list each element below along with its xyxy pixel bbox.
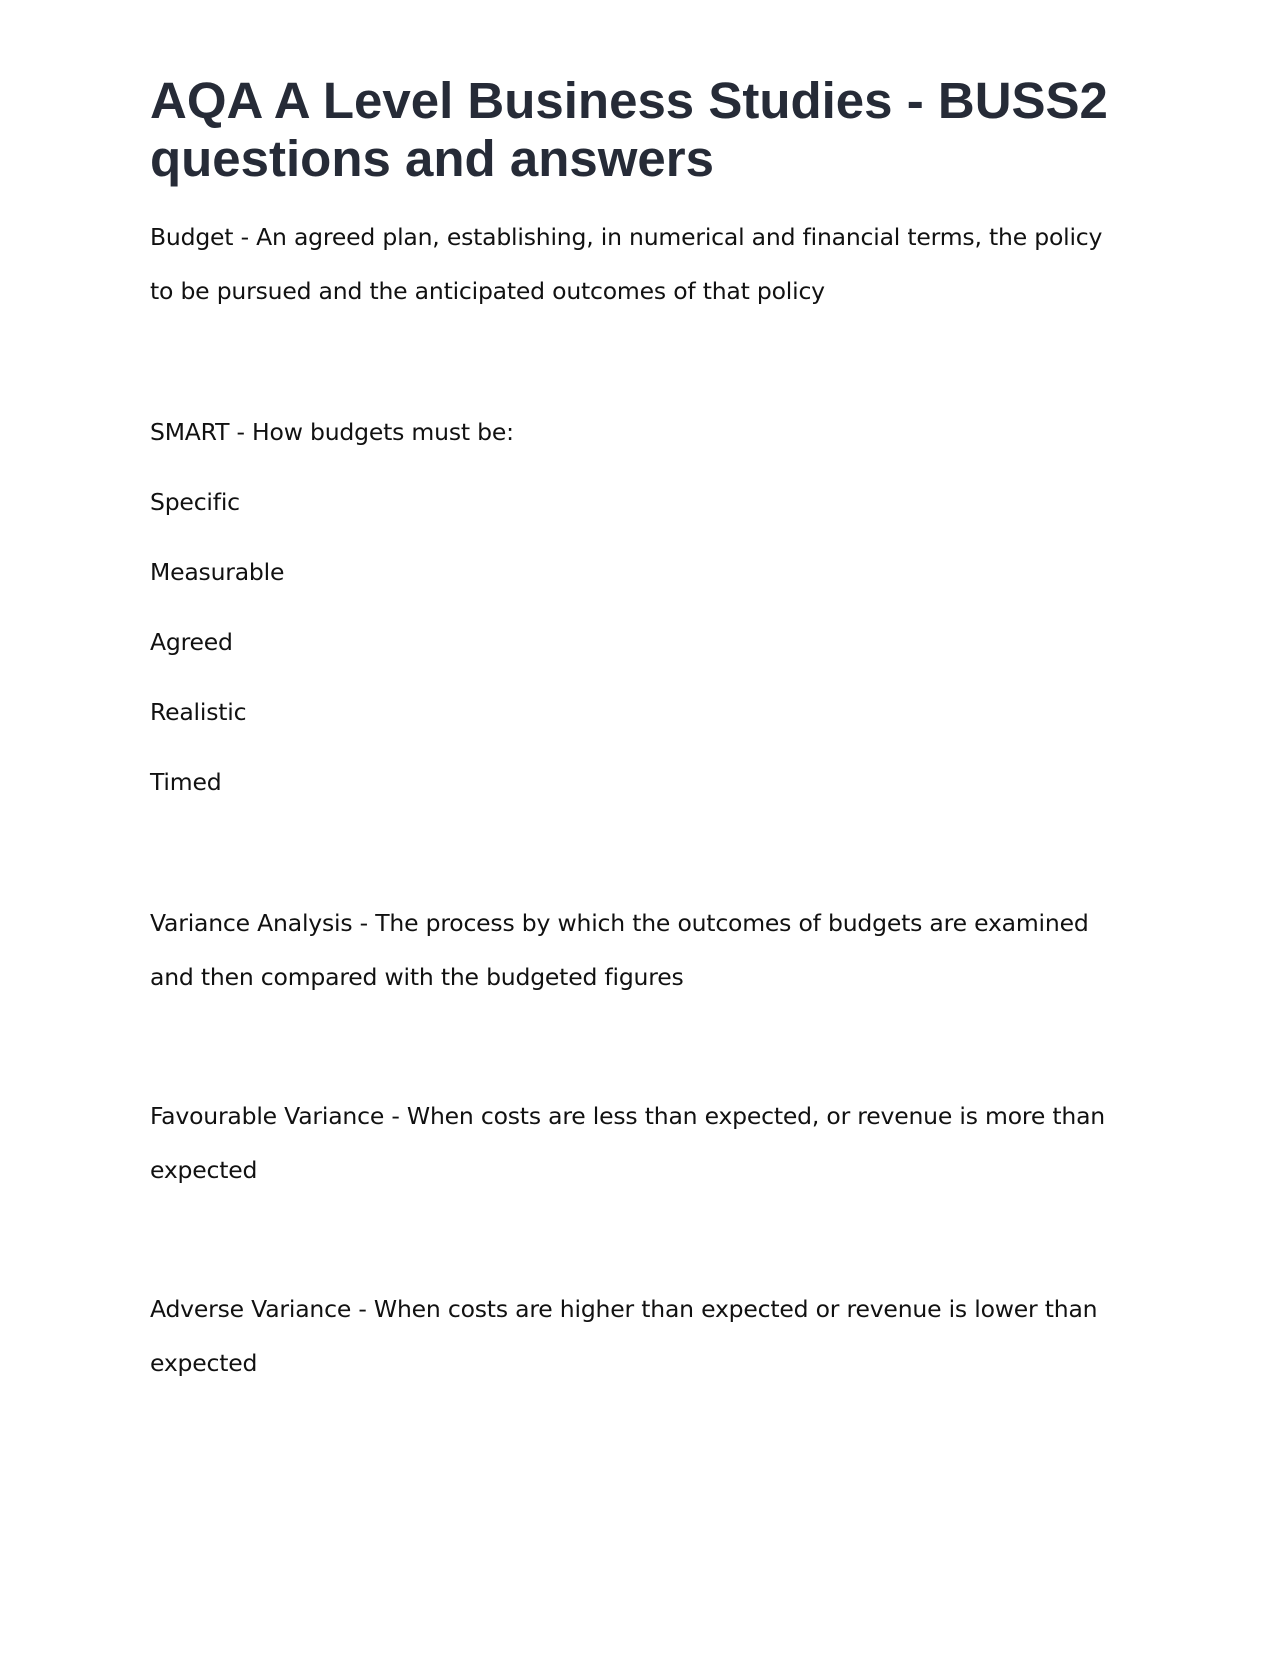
smart-item-specific: Specific	[150, 488, 240, 516]
smart-intro: SMART - How budgets must be:	[150, 418, 514, 446]
document-title: AQA A Level Business Studies - BUSS2 questions and answers	[150, 72, 1108, 187]
smart-item-measurable: Measurable	[150, 558, 285, 586]
smart-item-timed: Timed	[150, 768, 222, 796]
smart-item-agreed: Agreed	[150, 628, 233, 656]
definition-budget: Budget - An agreed plan, establishing, in numerical and financial terms, the policy to be pursued and the anticipated outcomes of that policy	[150, 223, 1103, 305]
smart-item-realistic: Realistic	[150, 698, 247, 726]
definition-variance-analysis: Variance Analysis - The process by which the outcomes of budgets are examined and then compared with the budgeted figures	[150, 909, 1089, 991]
definition-favourable-variance: Favourable Variance - When costs are less than expected, or revenue is more than expected	[150, 1102, 1105, 1184]
definition-adverse-variance: Adverse Variance - When costs are higher than expected or revenue is lower than expected	[150, 1295, 1098, 1377]
